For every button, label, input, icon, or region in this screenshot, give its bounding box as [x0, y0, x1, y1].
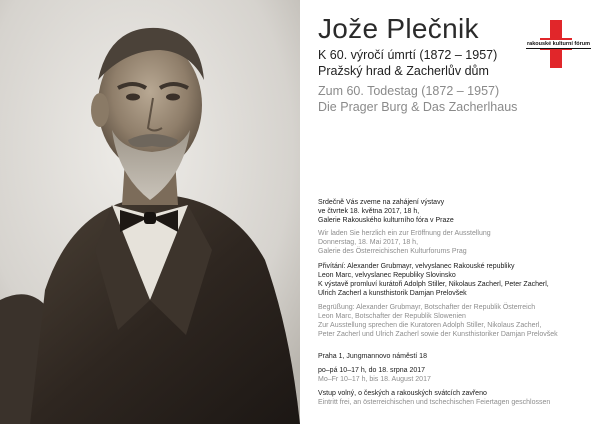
speakers-cz-2: Leon Marc, velvyslanec Republiky Slovinsko — [318, 272, 456, 279]
invitation-cz-1: Srdečně Vás zveme na zahájení výstavy — [318, 199, 445, 206]
logo-text: rakouské kulturní fórum — [527, 41, 590, 47]
invitation-de-1: Wir laden Sie herzlich ein zur Eröffnung der Ausstellung — [318, 230, 491, 237]
subtitle-de-line1: Zum 60. Todestag (1872 – 1957) — [318, 84, 500, 98]
subtitle-cz-line1: K 60. výročí úmrtí (1872 – 1957) — [318, 48, 498, 62]
subtitle-cz-line2: Pražský hrad & Zacherlův dům — [318, 64, 489, 78]
speakers-de-4: Peter Zacherl und Ulrich Zacherl sowie der Kunsthistoriker Damjan Prelovšek — [318, 331, 558, 338]
invitation-cz-2: ve čtvrtek 18. května 2017, 18 h, — [318, 208, 420, 215]
admission-cz: Vstup volný, o českých a rakouských svátcích zavřeno — [318, 390, 487, 397]
subtitle-de-line2: Die Prager Burg & Das Zacherlhaus — [318, 100, 518, 114]
speakers-cz-4: Ulrich Zacherl a kunsthistorik Damjan Prelovšek — [318, 290, 467, 297]
invitation-de-3: Galerie des Österreichischen Kulturforums Prag — [318, 248, 467, 255]
speakers-de-2: Leon Marc, Botschafter der Republik Slowenien — [318, 313, 466, 320]
admission-de: Eintritt frei, an österreichischen und tschechischen Feiertagen geschlossen — [318, 399, 551, 406]
page-title: Jože Plečnik — [318, 13, 479, 44]
venue-hours-cz: po–pá 10–17 h, do 18. srpna 2017 — [318, 367, 426, 374]
speakers-cz-1: Přivítání: Alexander Grubmayr, velvyslanec Rakouské republiky — [318, 263, 515, 270]
kulturni-forum-logo — [527, 20, 598, 70]
venue-address: Praha 1, Jungmannovo náměstí 18 — [318, 353, 427, 360]
invitation-cz-3: Galerie Rakouského kulturního fóra v Praze — [318, 217, 454, 224]
invitation-de-2: Donnerstag, 18. Mai 2017, 18 h, — [318, 239, 419, 246]
speakers-de-1: Begrüßung: Alexander Grubmayr, Botschafter der Republik Österreich — [318, 304, 536, 311]
speakers-de-3: Zur Ausstellung sprechen die Kuratoren Adolph Stiller, Nikolaus Zacherl, — [318, 322, 542, 329]
speakers-cz-3: K výstavě promluví kurátoři Adolph Stiller, Nikolaus Zacherl, Peter Zacherl, — [318, 281, 549, 288]
venue-hours-de: Mo–Fr 10–17 h, bis 18. August 2017 — [318, 376, 431, 383]
